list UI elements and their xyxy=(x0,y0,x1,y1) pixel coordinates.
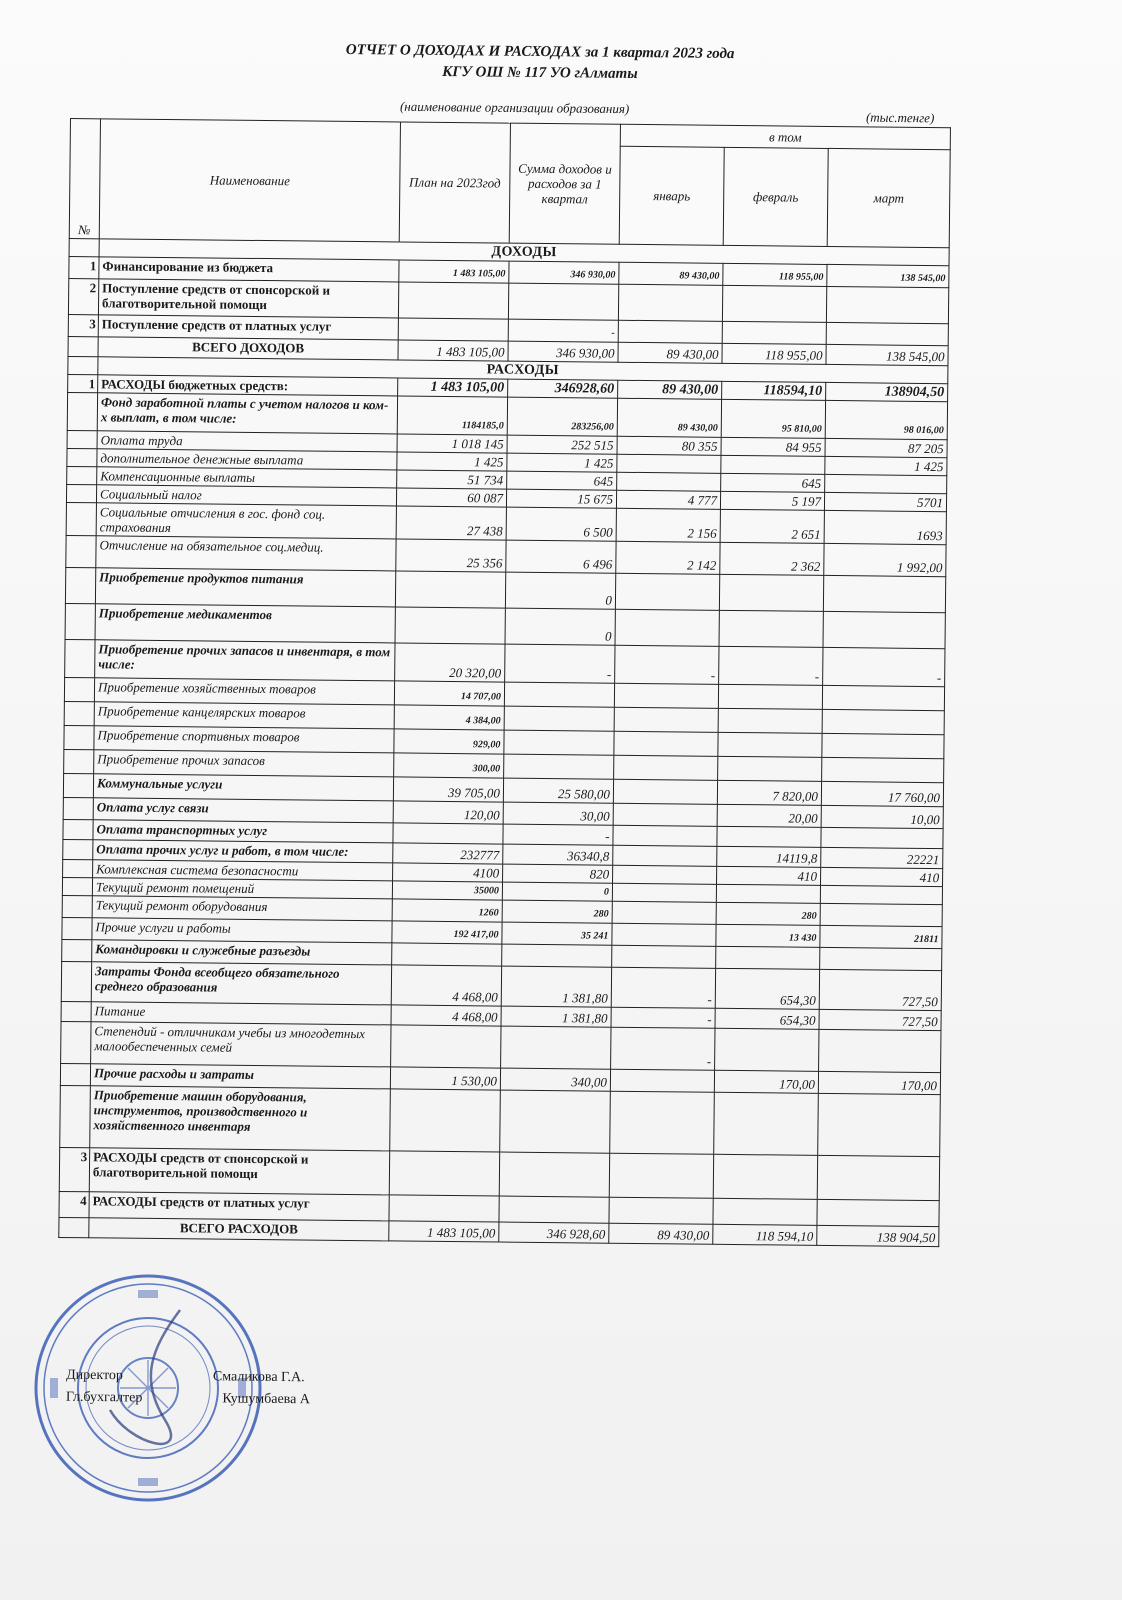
cell-plan: 929,00 xyxy=(394,729,504,754)
cell-sum xyxy=(499,1152,609,1197)
cell-feb xyxy=(716,946,820,969)
row-name: Оплата прочих услуг и работ, в том числе: xyxy=(93,840,393,863)
cell-mar xyxy=(817,1155,939,1200)
header-plan: План на 2023год xyxy=(399,122,510,243)
cell-sum xyxy=(499,1196,609,1223)
cell-mar xyxy=(820,885,942,904)
total-jan: 89 430,00 xyxy=(618,342,722,363)
total-plan: 1 483 105,00 xyxy=(398,340,508,361)
cell-jan xyxy=(613,803,717,826)
row-index xyxy=(63,859,93,877)
row-index xyxy=(63,839,93,859)
cell-plan: 232777 xyxy=(393,843,503,864)
row-name: Затраты Фонда всеобщего обязательного среднего образования xyxy=(91,962,391,1005)
cell-jan xyxy=(618,320,722,343)
cell-feb: 14119,8 xyxy=(717,846,821,867)
row-index xyxy=(66,484,96,502)
row-name: Текущий ремонт оборудования xyxy=(92,896,392,921)
row-index xyxy=(67,466,97,484)
cell-mar: - xyxy=(823,647,945,686)
row-name: Прочие расходы и затраты xyxy=(90,1064,390,1089)
expense-section-title-blank xyxy=(68,356,98,374)
cell-sum xyxy=(504,730,614,755)
cell-feb xyxy=(722,321,826,344)
title-line-1: ОТЧЕТ О ДОХОДАХ И РАСХОДАХ за 1 квартал 2023 года xyxy=(345,41,735,63)
cell-mar xyxy=(822,733,944,758)
cell-mar: 170,00 xyxy=(818,1071,940,1094)
cell-plan: 1 530,00 xyxy=(390,1067,500,1090)
cell-plan xyxy=(389,1195,499,1222)
cell-plan: 39 705,00 xyxy=(393,777,503,802)
row-name: Комплексная система безопасности xyxy=(93,860,393,881)
row-index xyxy=(61,961,91,1001)
row-name: РАСХОДЫ средств от спонсорской и благотворительной помощи xyxy=(89,1148,389,1195)
cell-mar xyxy=(818,1093,941,1156)
cell-jan xyxy=(610,1069,714,1092)
cell-jan: - xyxy=(611,1027,715,1070)
row-index: 1 xyxy=(69,256,99,278)
total-mar: 138 545,00 xyxy=(826,344,948,365)
row-index: 3 xyxy=(59,1147,89,1191)
cell-mar xyxy=(817,1199,939,1226)
row-index xyxy=(61,1021,91,1063)
row-name: Степендий - отличникам учебы из многодетных малообеспеченных семей xyxy=(91,1022,391,1067)
cell-plan: 1 483 105,00 xyxy=(398,378,508,397)
report-table-body xyxy=(59,238,949,1246)
header-name: Наименование xyxy=(99,119,400,242)
accountant-name: Кушумбаева А xyxy=(222,1391,311,1408)
header-feb: февраль xyxy=(723,147,828,246)
cell-plan: 35000 xyxy=(392,881,502,900)
row-name: РАСХОДЫ бюджетных средств: xyxy=(98,375,398,396)
cell-jan xyxy=(612,923,716,946)
cell-feb: 280 xyxy=(716,902,820,925)
total-plan: 1 483 105,00 xyxy=(389,1221,499,1242)
cell-plan: 60 087 xyxy=(396,488,506,507)
cell-sum xyxy=(508,283,618,320)
cell-feb: 20,00 xyxy=(717,804,821,827)
cell-jan: 89 430,00 xyxy=(618,380,722,399)
row-name: Приобретение прочих запасов xyxy=(94,750,394,777)
cell-mar: 138904,50 xyxy=(826,382,948,401)
cell-plan: 1 425 xyxy=(397,452,507,471)
table-row xyxy=(60,1085,941,1156)
cell-jan xyxy=(617,454,721,473)
cell-feb: - xyxy=(719,646,823,685)
total-blank xyxy=(59,1217,89,1237)
row-index xyxy=(67,448,97,466)
cell-feb xyxy=(722,285,826,322)
cell-mar xyxy=(826,286,948,323)
cell-jan xyxy=(614,683,718,708)
income-section-title-blank xyxy=(69,238,99,256)
row-name: Поступление средств от спонсорской и благотворительной помощи xyxy=(98,279,398,318)
row-index: 3 xyxy=(68,314,98,336)
row-index xyxy=(61,1001,91,1021)
cell-plan: 14 707,00 xyxy=(394,681,504,706)
cell-plan: 4 468,00 xyxy=(391,965,501,1006)
row-index xyxy=(64,677,94,701)
cell-plan: 4 468,00 xyxy=(391,1005,501,1026)
cell-mar: 17 760,00 xyxy=(821,781,943,806)
expense-section-title: РАСХОДЫ xyxy=(98,357,948,384)
cell-feb xyxy=(715,1028,819,1071)
cell-jan xyxy=(613,845,717,866)
cell-mar xyxy=(820,903,942,926)
cell-feb: 95 810,00 xyxy=(721,399,825,438)
row-name: Приобретение продуктов питания xyxy=(95,568,395,607)
row-index xyxy=(60,1063,90,1085)
total-label: ВСЕГО РАСХОДОВ xyxy=(89,1218,389,1241)
row-index xyxy=(62,877,92,895)
cell-jan: 89 430,00 xyxy=(619,262,723,285)
row-name: Питание xyxy=(91,1002,391,1025)
row-name: дополнительное денежные выплата xyxy=(97,449,397,470)
cell-sum: 280 xyxy=(502,900,612,923)
signatures xyxy=(66,1365,311,1412)
cell-mar xyxy=(823,611,945,648)
row-index xyxy=(65,567,95,603)
cell-mar xyxy=(819,1029,941,1072)
cell-sum xyxy=(504,682,614,707)
cell-plan: 20 320,00 xyxy=(395,643,505,682)
cell-mar xyxy=(822,757,944,782)
cell-feb: 118 955,00 xyxy=(723,263,827,286)
cell-feb: 13 430 xyxy=(716,924,820,947)
row-index xyxy=(64,701,94,725)
header-no: № xyxy=(69,119,100,239)
row-name: Отчисление на обязательное соц.медиц. xyxy=(96,536,396,571)
cell-jan: 80 355 xyxy=(617,436,721,455)
row-index xyxy=(65,639,95,677)
cell-jan xyxy=(609,1197,713,1224)
row-name: Поступление средств от платных услуг xyxy=(98,315,398,340)
cell-plan: 4 384,00 xyxy=(394,705,504,730)
cell-feb: 7 820,00 xyxy=(717,780,821,805)
cell-mar: 1 425 xyxy=(825,456,947,475)
total-mar: 138 904,50 xyxy=(817,1225,939,1246)
cell-mar: 21811 xyxy=(820,925,942,948)
director-name: Смаликова Г.А. xyxy=(212,1369,305,1386)
cell-sum: - xyxy=(503,824,613,845)
cell-feb xyxy=(713,1198,817,1225)
cell-sum: 252 515 xyxy=(507,435,617,454)
cell-jan xyxy=(615,573,719,610)
director-role: Директор xyxy=(66,1367,124,1384)
cell-feb xyxy=(714,1092,819,1155)
cell-sum: 15 675 xyxy=(506,489,616,508)
cell-plan xyxy=(390,1089,501,1152)
row-index: 1 xyxy=(68,374,98,392)
total-feb: 118 594,10 xyxy=(713,1224,817,1245)
cell-mar xyxy=(820,947,942,970)
cell-feb: 84 955 xyxy=(721,437,825,456)
cell-feb: 5 197 xyxy=(720,491,824,510)
cell-feb xyxy=(717,826,821,847)
row-name: РАСХОДЫ средств от платных услуг xyxy=(89,1192,389,1221)
cell-sum: 30,00 xyxy=(503,802,613,825)
cell-plan xyxy=(392,943,502,966)
row-name: Социальный налог xyxy=(96,485,396,506)
row-index xyxy=(62,939,92,961)
row-index xyxy=(64,725,94,749)
row-name: Приобретение машин оборудования, инструментов, производственного и хозяйственного инвентаря xyxy=(90,1086,391,1151)
cell-sum xyxy=(501,1026,611,1069)
cell-sum: 1 381,80 xyxy=(501,1006,611,1027)
cell-mar: 1 992,00 xyxy=(824,543,946,576)
row-name: Приобретение хозяйственных товаров xyxy=(94,678,394,705)
cell-sum: - xyxy=(508,319,618,342)
row-name: Фонд заработной платы с учетом налогов и ком-х выплат, в том числе: xyxy=(97,393,397,434)
cell-sum: 1 381,80 xyxy=(501,966,611,1007)
org-caption: (наименование организации образования) xyxy=(399,98,630,117)
cell-sum: 25 580,00 xyxy=(503,778,613,803)
total-sum: 346 930,00 xyxy=(508,341,618,362)
cell-feb: 2 651 xyxy=(720,509,824,543)
cell-feb: 654,30 xyxy=(715,1008,819,1029)
cell-mar: 727,50 xyxy=(819,969,941,1010)
income-section-title: ДОХОДЫ xyxy=(99,239,949,266)
cell-plan: 300,00 xyxy=(394,753,504,778)
cell-plan xyxy=(389,1151,499,1196)
cell-mar: 98 016,00 xyxy=(825,400,947,439)
row-name: Приобретение прочих запасов и инвентаря, в том числе: xyxy=(95,640,395,681)
cell-feb xyxy=(718,732,822,757)
cell-sum xyxy=(502,944,612,967)
cell-jan: 4 777 xyxy=(616,490,720,509)
cell-jan xyxy=(614,755,718,780)
cell-plan xyxy=(398,282,508,319)
cell-mar xyxy=(822,709,944,734)
cell-sum: 35 241 xyxy=(502,922,612,945)
cell-mar: 5701 xyxy=(824,492,946,511)
header-mar: март xyxy=(827,148,950,247)
cell-mar: 727,50 xyxy=(819,1009,941,1030)
cell-sum: 283256,00 xyxy=(507,397,617,436)
row-index xyxy=(63,773,93,797)
row-name: Приобретение медикаментов xyxy=(95,604,395,643)
row-index: 2 xyxy=(68,278,98,314)
row-index xyxy=(67,430,97,448)
cell-feb: 118594,10 xyxy=(722,381,826,400)
cell-mar: 10,00 xyxy=(821,805,943,828)
row-name: Оплата транспортных услуг xyxy=(93,820,393,843)
cell-jan xyxy=(614,707,718,732)
row-index xyxy=(64,749,94,773)
cell-jan xyxy=(609,1153,713,1198)
total-jan: 89 430,00 xyxy=(609,1223,713,1244)
cell-plan xyxy=(393,823,503,844)
cell-mar xyxy=(826,322,948,345)
cell-jan xyxy=(617,472,721,491)
cell-plan: 1 483 105,00 xyxy=(399,260,509,283)
total-label: ВСЕГО ДОХОДОВ xyxy=(98,337,398,360)
cell-feb: 410 xyxy=(717,866,821,885)
signature-director xyxy=(66,1365,310,1390)
row-index xyxy=(62,895,92,917)
cell-mar: 22221 xyxy=(821,847,943,868)
row-name: Социальные отчисления в гос. фонд соц. страхования xyxy=(96,503,396,539)
report-table xyxy=(58,118,951,1247)
report-title xyxy=(260,39,820,87)
row-name: Текущий ремонт помещений xyxy=(92,878,392,899)
cell-feb xyxy=(716,884,820,903)
row-index: 4 xyxy=(59,1191,89,1217)
total-sum: 346 928,60 xyxy=(499,1222,609,1243)
row-index xyxy=(66,502,96,535)
cell-jan: 2 156 xyxy=(616,508,720,542)
total-feb: 118 955,00 xyxy=(722,343,826,364)
cell-plan: 27 438 xyxy=(396,506,506,540)
cell-sum xyxy=(500,1090,611,1153)
header-jan: январь xyxy=(619,146,724,245)
signature-accountant xyxy=(66,1387,310,1412)
title-line-2: КГУ ОШ № 117 УО гАлматы xyxy=(442,63,638,83)
cell-feb xyxy=(721,455,825,474)
cell-mar xyxy=(823,575,945,612)
cell-jan xyxy=(612,901,716,924)
cell-plan: 51 734 xyxy=(397,470,507,489)
cell-sum xyxy=(504,754,614,779)
cell-feb xyxy=(718,708,822,733)
cell-sum: 0 xyxy=(505,572,615,609)
row-index xyxy=(63,819,93,839)
cell-plan: 4100 xyxy=(393,863,503,882)
cell-sum: 1 425 xyxy=(507,453,617,472)
cell-sum: - xyxy=(505,644,615,683)
cell-plan: 1260 xyxy=(392,899,502,922)
row-index xyxy=(62,917,92,939)
cell-jan: - xyxy=(615,645,719,684)
cell-mar: 1693 xyxy=(824,510,946,544)
cell-mar xyxy=(822,685,944,710)
cell-jan xyxy=(618,284,722,321)
cell-plan: 25 356 xyxy=(396,539,506,572)
row-name: Коммунальные услуги xyxy=(93,774,393,801)
cell-feb xyxy=(718,756,822,781)
report-table-wrapper xyxy=(58,118,950,1247)
cell-jan: - xyxy=(611,967,715,1008)
cell-plan xyxy=(395,571,505,608)
cell-sum: 0 xyxy=(502,882,612,901)
cell-plan: 120,00 xyxy=(393,801,503,824)
cell-plan xyxy=(395,607,505,644)
cell-sum: 6 500 xyxy=(506,507,616,541)
row-index xyxy=(67,392,97,430)
cell-sum: 0 xyxy=(505,608,615,645)
cell-sum: 6 496 xyxy=(506,540,616,573)
row-name: Финансирование из бюджета xyxy=(99,257,399,282)
cell-sum: 340,00 xyxy=(500,1068,610,1091)
cell-jan xyxy=(612,883,716,902)
cell-jan xyxy=(615,609,719,646)
cell-mar xyxy=(825,474,947,493)
cell-jan: - xyxy=(611,1007,715,1028)
row-name: Командировки и служебные разъезды xyxy=(92,940,392,965)
cell-plan: 192 417,00 xyxy=(392,921,502,944)
cell-jan xyxy=(613,865,717,884)
unit-label: (тыс.тенге) xyxy=(865,109,935,126)
cell-plan xyxy=(391,1025,501,1068)
row-name: Приобретение спортивных товаров xyxy=(94,726,394,753)
cell-mar: 410 xyxy=(821,867,943,886)
cell-sum: 346 930,00 xyxy=(509,261,619,284)
cell-mar: 138 545,00 xyxy=(827,264,949,287)
cell-feb xyxy=(719,574,823,611)
accountant-role: Гл.бухгалтер xyxy=(65,1389,143,1406)
cell-mar xyxy=(821,827,943,848)
cell-mar: 87 205 xyxy=(825,438,947,457)
total-blank xyxy=(68,336,98,356)
row-name: Оплата труда xyxy=(97,431,397,452)
cell-feb: 645 xyxy=(721,473,825,492)
cell-feb: 170,00 xyxy=(714,1070,818,1093)
cell-plan: 1 018 145 xyxy=(397,434,507,453)
row-name: Прочие услуги и работы xyxy=(92,918,392,943)
cell-jan xyxy=(613,825,717,846)
cell-feb xyxy=(713,1154,817,1199)
cell-jan xyxy=(612,945,716,968)
row-name: Компенсационные выплаты xyxy=(97,467,397,488)
cell-sum: 36340,8 xyxy=(503,844,613,865)
cell-sum xyxy=(504,706,614,731)
cell-feb xyxy=(718,684,822,709)
row-index xyxy=(66,535,96,567)
cell-jan xyxy=(610,1091,715,1154)
cell-feb: 2 362 xyxy=(720,542,824,575)
cell-plan xyxy=(398,318,508,341)
cell-sum: 645 xyxy=(507,471,617,490)
cell-feb xyxy=(719,610,823,647)
cell-jan: 2 142 xyxy=(616,541,720,574)
row-name: Приобретение канцелярских товаров xyxy=(94,702,394,729)
cell-sum: 346928,60 xyxy=(508,379,618,398)
row-index xyxy=(63,797,93,819)
cell-jan: 89 430,00 xyxy=(617,398,721,437)
row-index xyxy=(65,603,95,639)
cell-feb: 654,30 xyxy=(715,968,819,1009)
header-sum: Сумма доходов и расходов за 1 квартал xyxy=(509,123,620,244)
cell-sum: 820 xyxy=(503,864,613,883)
cell-jan xyxy=(614,731,718,756)
header-including: в том xyxy=(620,124,950,149)
row-index xyxy=(60,1085,91,1147)
cell-jan xyxy=(613,779,717,804)
cell-plan: 1184185,0 xyxy=(397,396,507,435)
row-name: Оплата услуг связи xyxy=(93,798,393,823)
